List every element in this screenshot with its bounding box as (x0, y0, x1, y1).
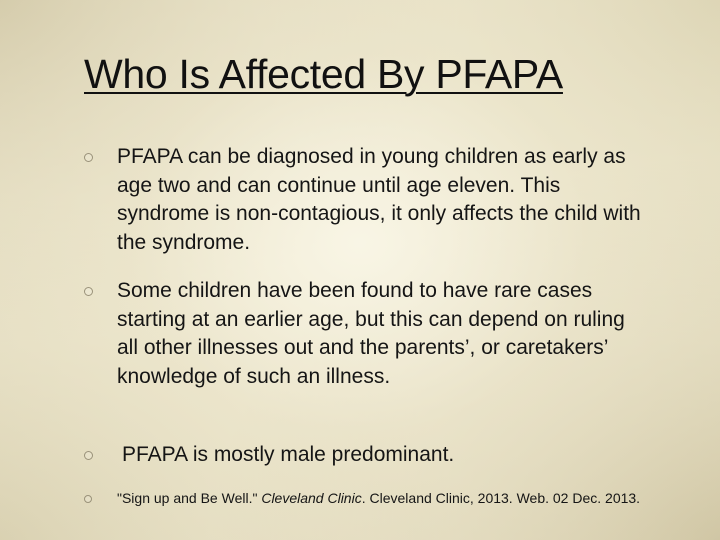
citation-text (117, 488, 657, 508)
bullet-text: Some children have been found to have rare cases starting at an earlier age, but this can depend on ruling all other illnesses out and the parents’, or caretakers’ knowledge of such an illness. (117, 279, 625, 388)
citation-source: Cleveland Clinic (261, 490, 362, 506)
bullet-circle-icon (84, 153, 93, 162)
slide-title: Who Is Affected By PFAPA (84, 51, 563, 97)
bullet-text: PFAPA is mostly male predominant. (122, 443, 455, 466)
citation-quoted-title: "Sign up and Be Well." (117, 490, 258, 506)
citation-details: . Cleveland Clinic, 2013. Web. 02 Dec. 2013. (361, 490, 641, 506)
bullet-circle-icon (84, 451, 93, 460)
bullet-circle-icon (84, 495, 92, 503)
bullet-text: PFAPA can be diagnosed in young children as early as age two and can continue until age eleven. This syndrome is non-contagious, it only affects the child with the syndrome. (117, 145, 641, 254)
bullet-circle-icon (84, 287, 93, 296)
